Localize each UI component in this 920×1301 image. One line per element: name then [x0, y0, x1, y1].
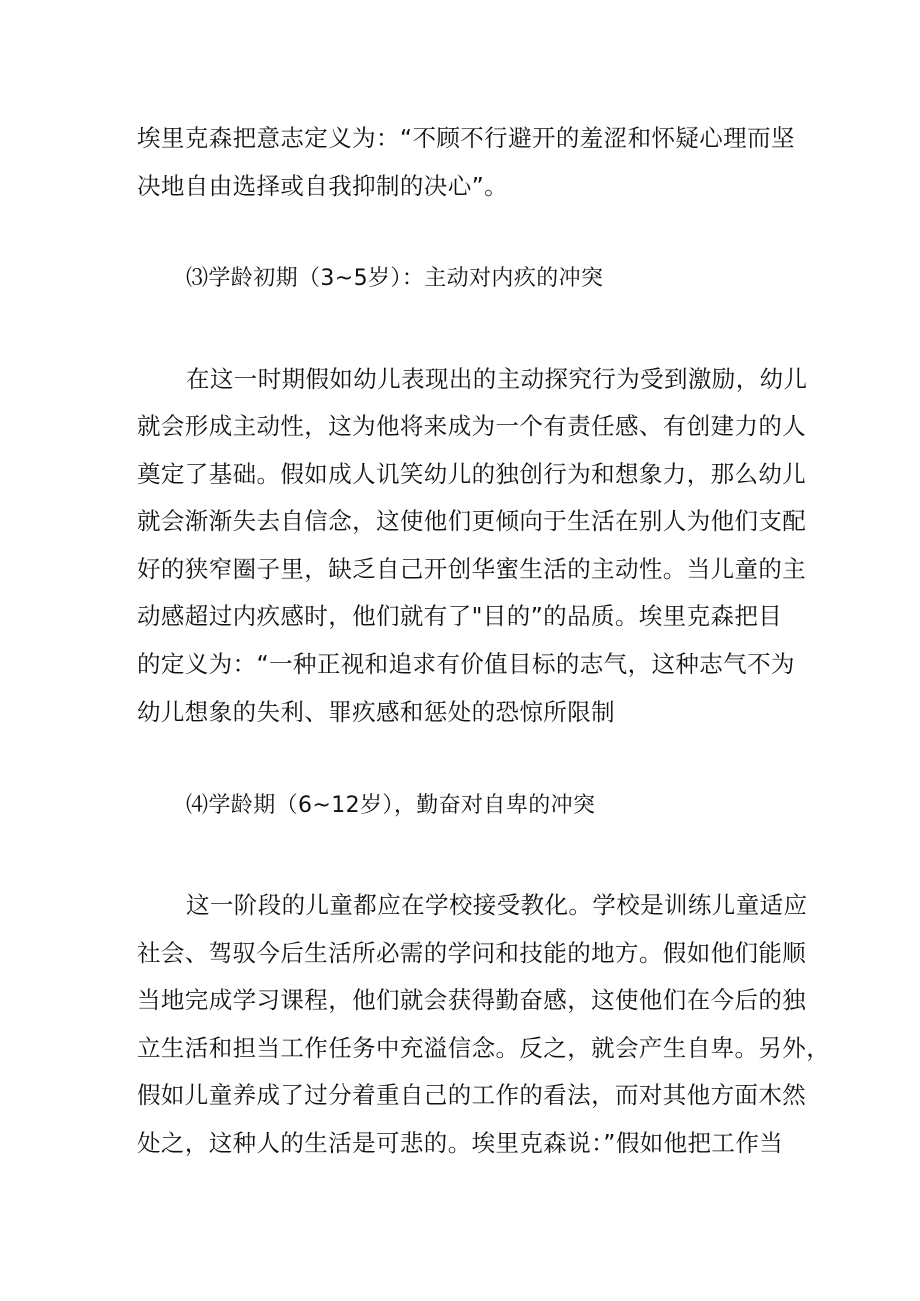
paragraph-1-line-1: 埃里克森把意志定义为：“不顾不行避开的羞涩和怀疑心理而坚 — [137, 124, 795, 152]
paragraph-3-line-4: 立生活和担当工作任务中充溢信念。反之，就会产生自卑。另外， — [137, 1034, 831, 1062]
paragraph-2-line-8: 幼儿想象的失利、罪疚感和惩处的恐惊所限制 — [137, 698, 615, 726]
paragraph-3-line-1: 这一阶段的儿童都应在学校接受教化。学校是训练儿童适应 — [186, 891, 808, 919]
paragraph-3-line-5: 假如儿童养成了过分着重自己的工作的看法，而对其他方面木然 — [137, 1081, 807, 1109]
section-heading-4: ⑷学龄期（6~12岁），勤奋对自卑的冲突 — [186, 793, 596, 818]
paragraph-2-line-6: 动感超过内疚感时，他们就有了"目的”的品质。埃里克森把目 — [137, 602, 783, 630]
paragraph-3-line-2: 社会、驾驭今后生活所必需的学问和技能的地方。假如他们能顺 — [137, 939, 807, 967]
paragraph-2-line-7: 的定义为：“一种正视和追求有价值目标的志气，这种志气不为 — [137, 650, 795, 678]
section-heading-3: ⑶学龄初期（3~5岁）：主动对内疚的冲突 — [186, 266, 604, 291]
paragraph-2-line-4: 就会渐渐失去自信念，这使他们更倾向于生活在别人为他们支配 — [137, 507, 807, 535]
paragraph-2-line-3: 奠定了基础。假如成人讥笑幼儿的独创行为和想象力，那么幼儿 — [137, 460, 807, 488]
paragraph-1-line-2: 决地自由选择或自我抑制的决心”。 — [137, 172, 509, 200]
paragraph-2-line-1: 在这一时期假如幼儿表现出的主动探究行为受到激励，幼儿 — [186, 365, 808, 393]
paragraph-3-line-3: 当地完成学习课程，他们就会获得勤奋感，这使他们在今后的独 — [137, 986, 807, 1014]
paragraph-3-line-6: 处之，这种人的生活是可悲的。埃里克森说：”假如他把工作当 — [137, 1129, 784, 1157]
paragraph-2-line-5: 好的狭窄圈子里，缺乏自己开创华蜜生活的主动性。当儿童的主 — [137, 555, 807, 583]
paragraph-2-line-2: 就会形成主动性，这为他将来成为一个有责任感、有创建力的人 — [137, 412, 807, 440]
